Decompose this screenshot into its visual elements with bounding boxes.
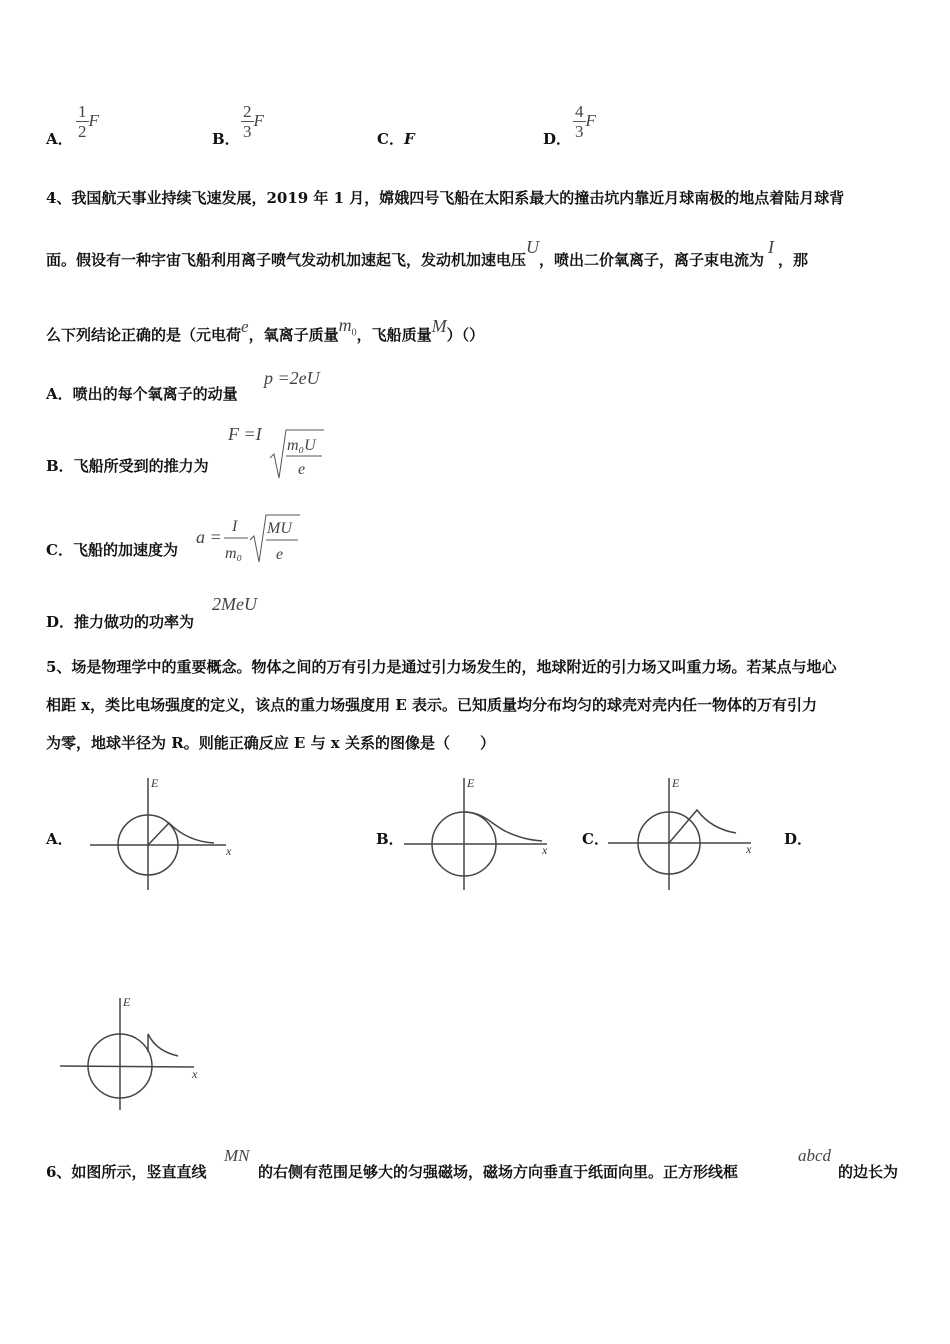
text: 6、如图所示，竖直直线	[46, 1163, 207, 1181]
q5-graph-a	[86, 770, 236, 895]
q4-line-1: 4、我国航天事业持续飞速发展，2019 年 1 月，嫦娥四号飞船在太阳系最大的撞击坑内靠近月球南极的地点着陆月球背	[46, 189, 845, 207]
e-curve	[148, 1034, 178, 1056]
denominator: 3	[243, 122, 252, 141]
q3-option-a-formula	[76, 102, 99, 141]
variable-m0	[338, 315, 357, 339]
e-curve	[669, 810, 736, 843]
sqrt-denominator: e	[276, 546, 284, 563]
denominator: 3	[575, 122, 584, 141]
q3-option-d	[543, 128, 571, 149]
q4-formula-c	[196, 527, 222, 548]
axis-label-x: x	[192, 1067, 198, 1081]
q5-label-a: A．	[46, 830, 73, 848]
axis-label-x: x	[226, 844, 232, 858]
q4-formula-a: p =2eU	[264, 368, 320, 388]
variable-e: e	[241, 317, 249, 336]
text: ）（）	[446, 326, 485, 344]
text: 面。假设有一种宇宙飞船利用离子喷气发动机加速起飞，发动机加速电压	[46, 251, 527, 269]
q5-graph-c	[606, 770, 761, 895]
text: ，飞船质量	[356, 326, 432, 344]
q5-label-b: B．	[376, 830, 404, 848]
text: ，氧离子质量	[248, 326, 339, 344]
q3-option-b	[212, 128, 240, 149]
frac-denominator: m₀	[225, 545, 243, 562]
variable-I: I	[768, 237, 775, 257]
text: B．飞船所受到的推力为	[46, 457, 209, 475]
q3-option-c	[377, 128, 415, 149]
axis-label-e: E	[467, 776, 475, 790]
q6-line-1-end: 的边长为	[838, 1163, 899, 1181]
option-label: C．	[377, 130, 404, 148]
axis-label-e: E	[151, 776, 159, 790]
lhs: F =I	[228, 424, 262, 444]
e-curve	[464, 812, 542, 841]
text: D．推力做功的功率为	[46, 613, 195, 631]
q4-formula-d: 2MeU	[212, 594, 257, 614]
q4-formula-b-sqrt	[268, 428, 326, 482]
q5-line-1: 5、场是物理学中的重要概念。物体之间的万有引力是通过引力场发生的，地球附近的引力场又叫重力场。若某点与地心	[46, 658, 837, 676]
variable-M: M	[431, 316, 447, 336]
variable-F: F	[253, 111, 264, 130]
lhs: a =	[196, 527, 222, 547]
variable-MN: MN	[224, 1146, 250, 1165]
q3-option-a	[46, 128, 73, 149]
text: A．喷出的每个氧离子的动量	[46, 385, 238, 403]
variable-abcd: abcd	[798, 1146, 832, 1165]
option-label: D．	[543, 130, 572, 148]
option-label: A．	[46, 130, 73, 148]
x-axis	[60, 1066, 194, 1067]
text: ，那	[778, 251, 809, 269]
option-label: B．	[212, 130, 240, 148]
sqrt-denominator: e	[298, 461, 306, 478]
text: C．飞船的加速度为	[46, 541, 178, 559]
variable-F: F	[88, 111, 99, 130]
q4-option-a	[46, 383, 238, 404]
axis-label-e: E	[672, 776, 680, 790]
q5-graph-d	[58, 992, 208, 1116]
axis-label-x: x	[542, 843, 548, 857]
q5-graph-b	[402, 770, 557, 895]
subscript: 0	[351, 327, 357, 339]
axis-label-x: x	[746, 842, 752, 856]
q5-label-d: D．	[784, 830, 813, 848]
q3-option-d-formula	[573, 102, 596, 141]
m: m	[338, 315, 352, 335]
frac-numerator: I	[232, 518, 238, 535]
e-curve	[148, 823, 214, 845]
denominator: 2	[78, 122, 87, 141]
q6-line-1	[46, 1161, 206, 1182]
axis-label-e: E	[123, 995, 131, 1009]
q4-option-d	[46, 611, 194, 632]
q4-line-2	[46, 237, 809, 270]
sqrt-numerator: MU	[267, 520, 292, 537]
numerator: 1	[78, 102, 87, 121]
q5-line-3: 为零，地球半径为 R。则能正确反应 E 与 x 关系的图像是（ ）	[46, 734, 495, 752]
numerator: 4	[575, 102, 584, 121]
q4-formula-b	[228, 424, 262, 449]
variable-F: F	[585, 111, 596, 130]
numerator: 2	[243, 102, 252, 121]
q3-option-b-formula	[241, 102, 264, 141]
variable-U: U	[526, 237, 540, 257]
q5-label-c: C．	[582, 830, 609, 848]
q4-option-b	[46, 455, 209, 476]
variable-F: F	[403, 130, 415, 148]
q4-formula-c-body	[220, 512, 302, 568]
sqrt-numerator: m₀U	[287, 437, 316, 454]
q5-line-2: 相距 x，类比电场强度的定义，该点的重力场强度用 E 表示。已知质量均分布均匀的球壳对壳内任一物体的万有引力	[46, 696, 818, 714]
q4-line-3	[46, 315, 485, 348]
q6-line-1-middle: 的右侧有范围足够大的匀强磁场，磁场方向垂直于纸面向里。正方形线框	[258, 1163, 739, 1181]
text: 么下列结论正确的是（元电荷	[46, 326, 242, 344]
q4-option-c	[46, 539, 178, 560]
text: ，喷出二价氧离子，离子束电流为	[539, 251, 765, 269]
